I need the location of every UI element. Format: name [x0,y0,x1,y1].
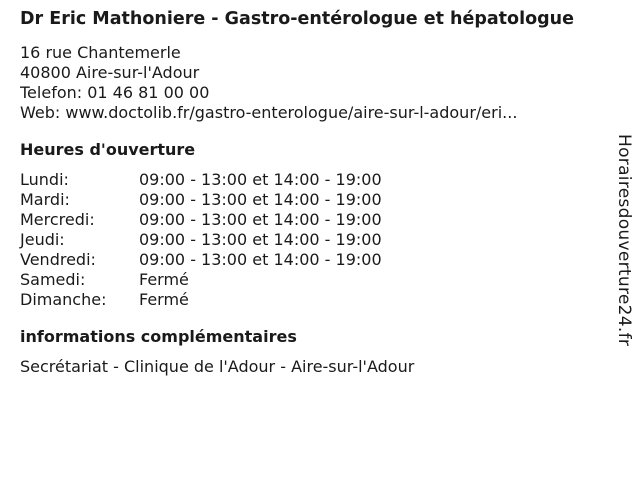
table-row [20,270,382,290]
city-address: 40800 Aire-sur-l'Adour [20,63,200,82]
day-label: Samedi: [20,270,86,289]
business-card [20,9,610,377]
table-row [20,250,382,270]
day-label: Jeudi: [20,230,65,249]
hours-value: 09:00 - 13:00 et 14:00 - 19:00 [139,230,382,249]
table-row [20,230,382,250]
side-brand-label[interactable]: Horairesdouverture24.fr [614,134,634,347]
hours-value: 09:00 - 13:00 et 14:00 - 19:00 [139,210,382,229]
info-text: Secrétariat - Clinique de l'Adour - Aire-sur-l'Adour [20,357,415,376]
hours-value: 09:00 - 13:00 et 14:00 - 19:00 [139,170,382,189]
website-link[interactable]: Web: www.doctolib.fr/gastro-enterologue/aire-sur-l-adour/eri... [20,103,518,122]
table-row [20,210,382,230]
hours-value: 09:00 - 13:00 et 14:00 - 19:00 [139,190,382,209]
hours-heading: Heures d'ouverture [20,140,196,159]
table-row [20,290,382,310]
info-heading: informations complémentaires [20,327,297,346]
hours-value: 09:00 - 13:00 et 14:00 - 19:00 [139,250,382,269]
hours-value: Fermé [139,270,189,289]
day-label: Mardi: [20,190,70,209]
day-label: Mercredi: [20,210,95,229]
table-row [20,190,382,210]
page-title: Dr Eric Mathoniere - Gastro-entérologue et hépatologue [20,9,574,29]
hours-value: Fermé [139,290,189,309]
street-address: 16 rue Chantemerle [20,43,181,62]
hours-table [20,170,382,310]
phone-number: Telefon: 01 46 81 00 00 [20,83,210,102]
address-block [20,43,610,123]
day-label: Vendredi: [20,250,96,269]
table-row [20,170,382,190]
day-label: Lundi: [20,170,69,189]
day-label: Dimanche: [20,290,107,309]
